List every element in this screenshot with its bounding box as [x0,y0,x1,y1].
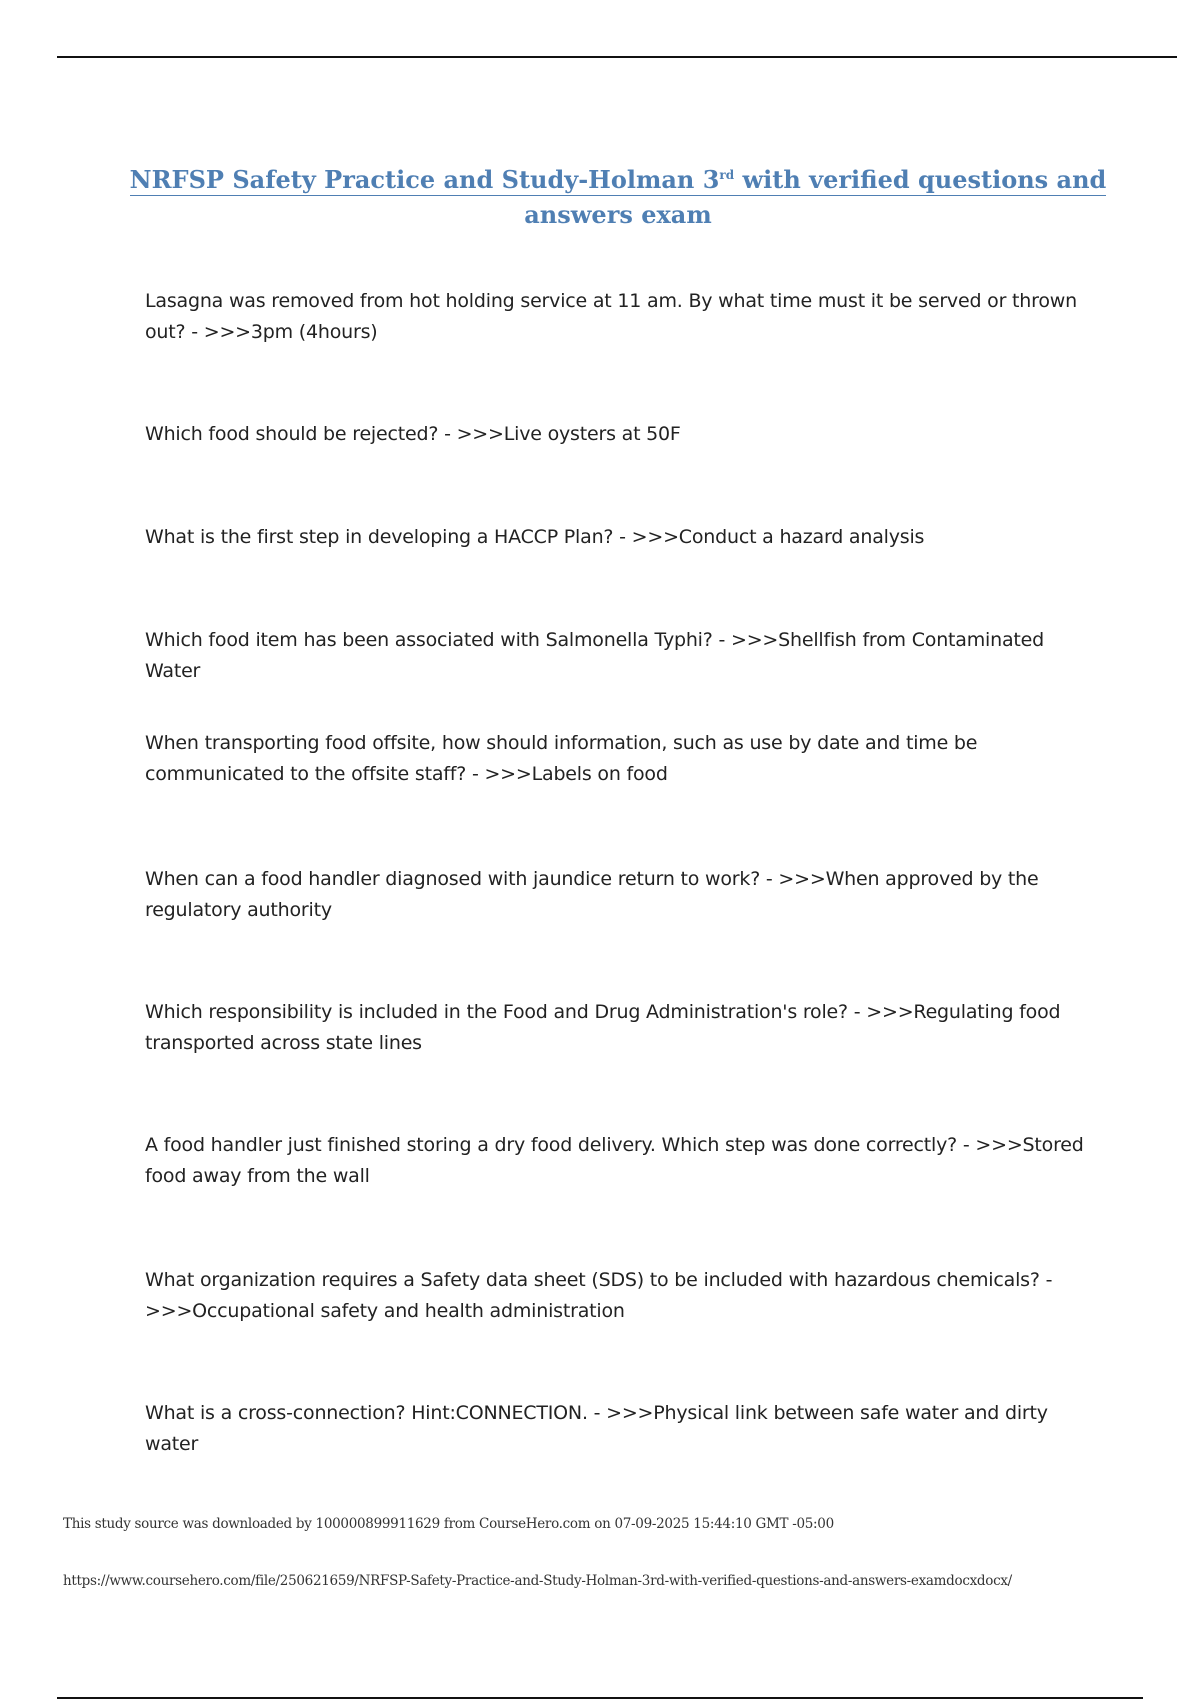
title-text-part-1: NRFSP Safety Practice and Study-Holman 3 [129,165,720,194]
qa-item: Lasagna was removed from hot holding service at 11 am. By what time must it be served or thrown out? - >>>3pm (4hours) [145,290,1077,343]
title-text-part-2: with verified questions and [734,165,1107,194]
document-title [0,162,1200,232]
title-line-2: answers exam [524,200,712,229]
qa-item: What organization requires a Safety data sheet (SDS) to be included with hazardous chemicals? - >>>Occupational safety and health administration [145,1269,1053,1322]
top-rule [57,56,1177,58]
title-superscript: rd [719,168,735,182]
title-line-1 [130,164,1107,196]
qa-item: Which food item has been associated with Salmonella Typhi? - >>>Shellfish from Contaminated Water [145,629,1044,682]
qa-item: Which responsibility is included in the Food and Drug Administration's role? - >>>Regulating food transported across state lines [145,1001,1061,1054]
qa-item: When transporting food offsite, how should information, such as use by date and time be communicated to the offsite staff? - >>>Labels on food [145,732,978,785]
bottom-rule [57,1697,1143,1699]
qa-item: When can a food handler diagnosed with jaundice return to work? - >>>When approved by the regulatory authority [145,868,1039,921]
qa-item: A food handler just finished storing a dry food delivery. Which step was done correctly? - >>>Stored food away from the wall [145,1134,1084,1187]
download-note: This study source was downloaded by 100000899911629 from CourseHero.com on 07-09-2025 15:44:10 GMT -05:00 [63,1516,834,1532]
qa-item: What is a cross-connection? Hint:CONNECTION. - >>>Physical link between safe water and dirty water [145,1402,1048,1455]
source-url[interactable]: https://www.coursehero.com/file/250621659/NRFSP-Safety-Practice-and-Study-Holman-3rd-with-verified-questions-and-answers-examdocxdocx/ [63,1573,1012,1589]
qa-item: What is the first step in developing a HACCP Plan? - >>>Conduct a hazard analysis [145,526,925,548]
qa-item: Which food should be rejected? - >>>Live oysters at 50F [145,423,681,445]
